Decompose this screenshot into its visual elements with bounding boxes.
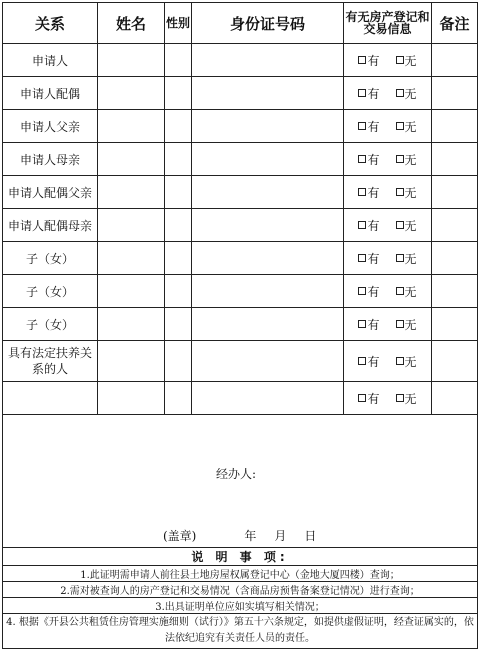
remarks-cell[interactable]	[432, 275, 478, 308]
housing-choice-cell	[344, 308, 432, 341]
option-no-label: 无	[404, 251, 417, 266]
option-yes[interactable]	[358, 184, 379, 201]
signature-area	[3, 415, 478, 548]
relation-cell: 申请人配偶父亲	[3, 176, 98, 209]
checkbox-icon[interactable]	[358, 254, 366, 262]
id-number-cell[interactable]	[192, 341, 344, 382]
name-cell[interactable]	[98, 275, 165, 308]
id-number-cell[interactable]	[192, 382, 344, 415]
name-cell[interactable]	[98, 44, 165, 77]
checkbox-icon[interactable]	[358, 89, 366, 97]
gender-cell[interactable]	[165, 209, 192, 242]
housing-choice-cell	[344, 382, 432, 415]
option-no-label: 无	[404, 354, 417, 369]
checkbox-icon[interactable]	[358, 320, 366, 328]
option-no[interactable]	[396, 390, 417, 407]
table-header	[3, 3, 478, 44]
checkbox-icon[interactable]	[396, 287, 404, 295]
checkbox-icon[interactable]	[396, 357, 404, 365]
note-row	[3, 598, 478, 614]
notes-title-row	[3, 548, 478, 566]
checkbox-icon[interactable]	[396, 122, 404, 130]
option-yes[interactable]	[358, 118, 379, 135]
header-name: 姓名	[98, 3, 165, 44]
option-yes-label: 有	[367, 119, 380, 134]
header-gender: 性别	[165, 3, 192, 44]
relatives-table	[2, 2, 478, 649]
housing-choice-cell	[344, 242, 432, 275]
option-yes[interactable]	[358, 151, 379, 168]
option-no[interactable]	[396, 283, 417, 300]
checkbox-icon[interactable]	[358, 221, 366, 229]
name-cell[interactable]	[98, 382, 165, 415]
option-no-label: 无	[404, 53, 417, 68]
option-yes[interactable]	[358, 316, 379, 333]
id-number-cell[interactable]	[192, 242, 344, 275]
option-no-label: 无	[404, 391, 417, 406]
seal-label: (盖章)	[163, 529, 197, 543]
table-row	[3, 308, 478, 341]
relation-cell: 申请人配偶母亲	[3, 209, 98, 242]
gender-cell[interactable]	[165, 110, 192, 143]
checkbox-icon[interactable]	[358, 56, 366, 64]
checkbox-icon[interactable]	[396, 155, 404, 163]
option-yes[interactable]	[358, 353, 379, 370]
checkbox-icon[interactable]	[358, 357, 366, 365]
housing-choice-cell	[344, 341, 432, 382]
id-number-cell[interactable]	[192, 143, 344, 176]
option-yes[interactable]	[358, 390, 379, 407]
note-item: 1.此证明需申请人前往县土地房屋权属登记中心（金地大厦四楼）查询；	[3, 566, 478, 582]
relation-cell	[3, 382, 98, 415]
gender-cell[interactable]	[165, 242, 192, 275]
housing-choice-cell	[344, 275, 432, 308]
checkbox-icon[interactable]	[396, 89, 404, 97]
table-row	[3, 275, 478, 308]
name-cell[interactable]	[98, 341, 165, 382]
checkbox-icon[interactable]	[358, 155, 366, 163]
option-no[interactable]	[396, 353, 417, 370]
gender-cell[interactable]	[165, 382, 192, 415]
housing-choice-cell	[344, 44, 432, 77]
remarks-cell[interactable]	[432, 242, 478, 275]
year-label: 年	[244, 529, 257, 543]
name-cell[interactable]	[98, 77, 165, 110]
option-no-label: 无	[404, 218, 417, 233]
checkbox-icon[interactable]	[358, 394, 366, 402]
note-item: 3.出具证明单位应如实填写相关情况；	[3, 598, 478, 614]
table-row	[3, 110, 478, 143]
option-no[interactable]	[396, 250, 417, 267]
checkbox-icon[interactable]	[358, 122, 366, 130]
option-no[interactable]	[396, 316, 417, 333]
relation-cell: 子（女）	[3, 242, 98, 275]
checkbox-icon[interactable]	[396, 254, 404, 262]
option-yes-label: 有	[367, 86, 380, 101]
option-no[interactable]	[396, 118, 417, 135]
table-row	[3, 341, 478, 382]
gender-cell[interactable]	[165, 275, 192, 308]
table-row	[3, 242, 478, 275]
remarks-cell[interactable]	[432, 143, 478, 176]
note-item: 2.需对被查询人的房产登记和交易情况（含商品房预售备案登记情况）进行查询；	[3, 582, 478, 598]
table-row	[3, 382, 478, 415]
name-cell[interactable]	[98, 110, 165, 143]
option-yes-label: 有	[367, 317, 380, 332]
notes-title: 说 明 事 项:	[3, 548, 478, 566]
id-number-cell[interactable]	[192, 209, 344, 242]
remarks-cell[interactable]	[432, 382, 478, 415]
name-cell[interactable]	[98, 242, 165, 275]
relation-cell: 申请人母亲	[3, 143, 98, 176]
checkbox-icon[interactable]	[396, 320, 404, 328]
option-yes-label: 有	[367, 354, 380, 369]
checkbox-icon[interactable]	[396, 221, 404, 229]
option-yes-label: 有	[367, 185, 380, 200]
remarks-cell[interactable]	[432, 176, 478, 209]
housing-choice-cell	[344, 110, 432, 143]
id-number-cell[interactable]	[192, 77, 344, 110]
option-no-label: 无	[404, 284, 417, 299]
table-row	[3, 143, 478, 176]
option-yes-label: 有	[367, 251, 380, 266]
id-number-cell[interactable]	[192, 275, 344, 308]
remarks-cell[interactable]	[432, 44, 478, 77]
relation-cell: 申请人配偶	[3, 77, 98, 110]
housing-choice-cell	[344, 77, 432, 110]
month-label: 月	[274, 529, 287, 543]
gender-cell[interactable]	[165, 44, 192, 77]
signature-row	[3, 415, 478, 548]
note-item: 4. 根据《开县公共租赁住房管理实施细则（试行）》第五十六条规定，如提供虚假证明，经查证属实的，依法依纪追究有关责任人员的责任。	[3, 614, 478, 649]
option-no-label: 无	[404, 152, 417, 167]
note-row	[3, 566, 478, 582]
relation-cell: 子（女）	[3, 275, 98, 308]
housing-choice-cell	[344, 176, 432, 209]
relation-cell: 申请人父亲	[3, 110, 98, 143]
checkbox-icon[interactable]	[396, 188, 404, 196]
header-housing-info: 有无房产登记和交易信息	[344, 3, 432, 44]
checkbox-icon[interactable]	[358, 188, 366, 196]
housing-choice-cell	[344, 209, 432, 242]
checkbox-icon[interactable]	[358, 287, 366, 295]
option-no[interactable]	[396, 52, 417, 69]
option-no-label: 无	[404, 86, 417, 101]
note-row	[3, 614, 478, 649]
remarks-cell[interactable]	[432, 77, 478, 110]
header-remarks: 备注	[432, 3, 478, 44]
option-yes-label: 有	[367, 391, 380, 406]
remarks-cell[interactable]	[432, 110, 478, 143]
remarks-cell[interactable]	[432, 341, 478, 382]
header-relation: 关系	[3, 3, 98, 44]
option-yes-label: 有	[367, 284, 380, 299]
option-no[interactable]	[396, 151, 417, 168]
option-no[interactable]	[396, 85, 417, 102]
option-no[interactable]	[396, 217, 417, 234]
id-number-cell[interactable]	[192, 176, 344, 209]
table-row	[3, 77, 478, 110]
relation-cell: 申请人	[3, 44, 98, 77]
option-yes[interactable]	[358, 52, 379, 69]
gender-cell[interactable]	[165, 341, 192, 382]
seal-date-line	[163, 527, 316, 544]
table-row	[3, 176, 478, 209]
header-id-number: 身份证号码	[192, 3, 344, 44]
handler-label: 经办人:	[216, 467, 257, 481]
option-yes[interactable]	[358, 85, 379, 102]
gender-cell[interactable]	[165, 77, 192, 110]
name-cell[interactable]	[98, 143, 165, 176]
gender-cell[interactable]	[165, 143, 192, 176]
id-number-cell[interactable]	[192, 44, 344, 77]
option-no-label: 无	[404, 185, 417, 200]
name-cell[interactable]	[98, 176, 165, 209]
option-yes-label: 有	[367, 152, 380, 167]
table-row	[3, 44, 478, 77]
option-yes-label: 有	[367, 218, 380, 233]
id-number-cell[interactable]	[192, 110, 344, 143]
option-yes-label: 有	[367, 53, 380, 68]
option-no-label: 无	[404, 317, 417, 332]
note-row	[3, 582, 478, 598]
option-no[interactable]	[396, 184, 417, 201]
housing-choice-cell	[344, 143, 432, 176]
table-row	[3, 209, 478, 242]
id-number-cell[interactable]	[192, 308, 344, 341]
name-cell[interactable]	[98, 308, 165, 341]
relation-cell: 子（女）	[3, 308, 98, 341]
option-yes[interactable]	[358, 217, 379, 234]
day-label: 日	[304, 529, 317, 543]
option-yes[interactable]	[358, 283, 379, 300]
checkbox-icon[interactable]	[396, 56, 404, 64]
name-cell[interactable]	[98, 209, 165, 242]
remarks-cell[interactable]	[432, 209, 478, 242]
relation-cell: 具有法定扶养关系的人	[3, 341, 98, 382]
option-no-label: 无	[404, 119, 417, 134]
checkbox-icon[interactable]	[396, 394, 404, 402]
gender-cell[interactable]	[165, 308, 192, 341]
option-yes[interactable]	[358, 250, 379, 267]
remarks-cell[interactable]	[432, 308, 478, 341]
gender-cell[interactable]	[165, 176, 192, 209]
